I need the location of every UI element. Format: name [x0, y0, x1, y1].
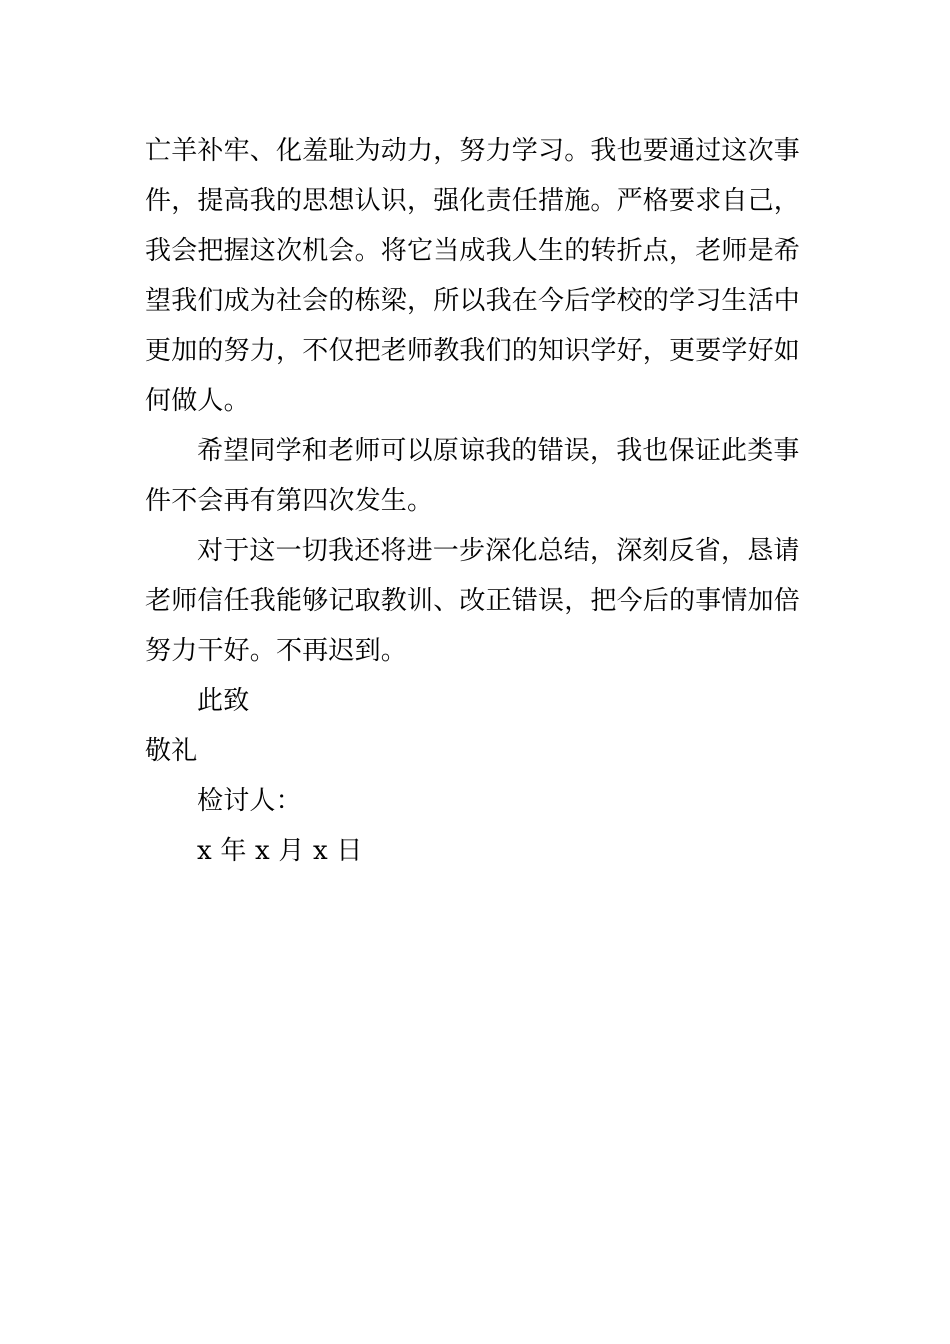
text-line: 望我们成为社会的栋梁，所以我在今后学校的学习生活中: [145, 286, 801, 316]
text-line: 努力干好。不再迟到。: [145, 636, 408, 666]
text-line: 件不会再有第四次发生。: [145, 486, 434, 516]
paragraph-1: [145, 126, 810, 426]
letter-body: [145, 126, 810, 876]
text-line: 更加的努力，不仅把老师教我们的知识学好，更要学好如: [145, 336, 801, 366]
salute-phrase: 敬礼: [145, 736, 198, 766]
text-line: 何做人。: [145, 386, 250, 416]
date-line: x 年 x 月 x 日: [197, 836, 363, 866]
text-line: 亡羊补牢、化羞耻为动力，努力学习。我也要通过这次事: [145, 136, 801, 166]
text-line: 件，提高我的思想认识，强化责任措施。严格要求自己，: [145, 186, 801, 216]
text-line: 对于这一切我还将进一步深化总结，深刻反省，恳请: [197, 536, 800, 566]
closing-phrase: 此致: [197, 686, 250, 716]
text-line: 我会把握这次机会。将它当成我人生的转折点，老师是希: [145, 236, 801, 266]
text-line: 希望同学和老师可以原谅我的错误，我也保证此类事: [197, 436, 800, 466]
signature-label: 检讨人：: [197, 786, 302, 816]
text-line: 老师信任我能够记取教训、改正错误，把今后的事情加倍: [145, 586, 801, 616]
paragraph-2: [145, 426, 810, 526]
paragraph-3: [145, 526, 810, 676]
